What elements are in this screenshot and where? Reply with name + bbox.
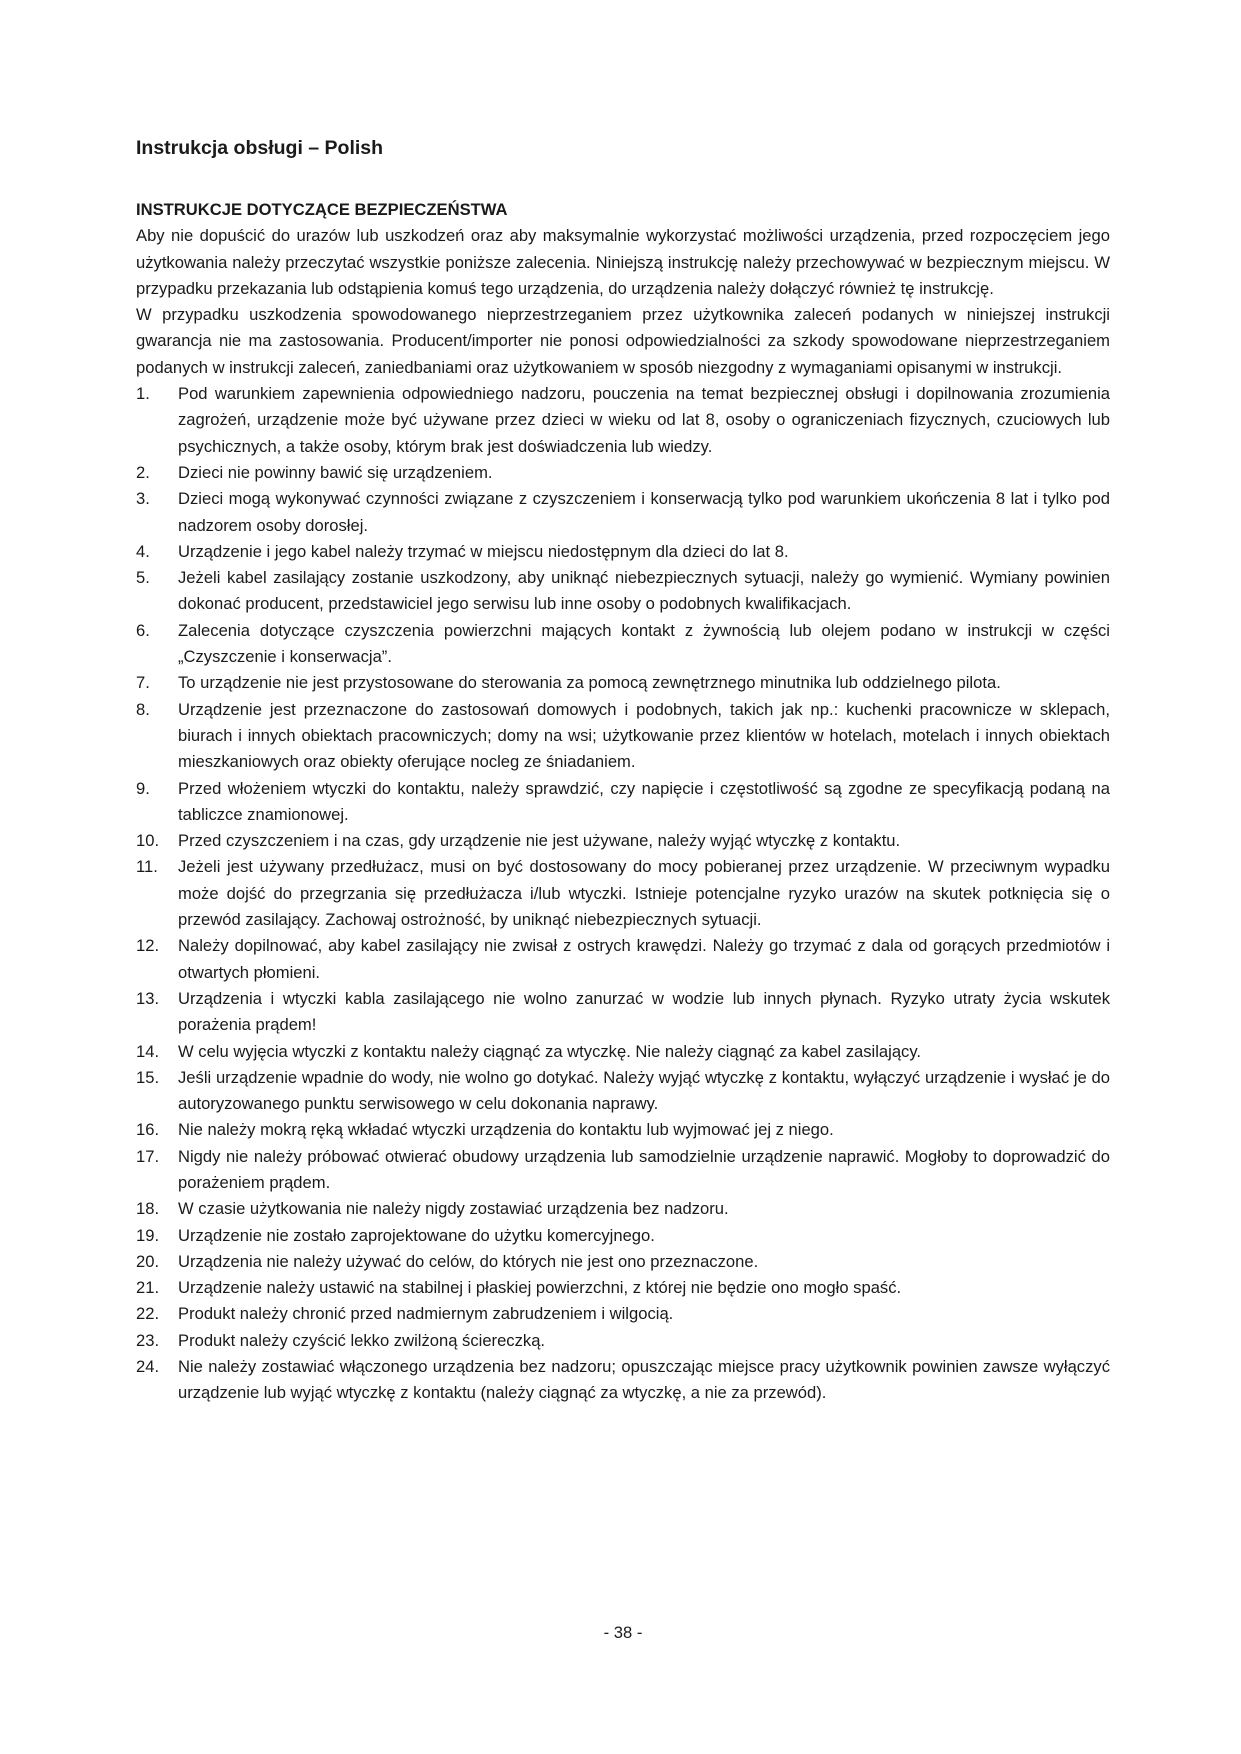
list-item: [136, 1117, 1110, 1143]
list-item-number: 16.: [136, 1120, 160, 1140]
list-item: [136, 618, 1110, 671]
document-title: Instrukcja obsługi – Polish: [136, 137, 384, 159]
list-item-text: Przed włożeniem wtyczki do kontaktu, należy sprawdzić, czy napięcie i częstotliwość są zgodne ze specyfikacją podaną na tabliczce znamionowej.: [178, 778, 1110, 824]
list-item: [136, 1065, 1110, 1118]
list-item-number: 24.: [136, 1357, 160, 1377]
list-item-text: Urządzenia nie należy używać do celów, do których nie jest ono przeznaczone.: [178, 1251, 759, 1271]
list-item-text: Jeżeli jest używany przedłużacz, musi on być dostosowany do mocy pobieranej przez urządzenie. W przeciwnym wypadku może dojść do przegrzania się przedłużacza i/lub wtyczki. Istnieje potencjalne ryzyko urazów na skutek potknięcia się o przewód zasilający. Zachowaj ostrożność, by uniknąć niebezpiecznych sytuacji.: [178, 857, 1110, 930]
list-item-text: Dzieci mogą wykonywać czynności związane z czyszczeniem i konserwacją tylko pod warunkiem ukończenia 8 lat i tylko pod nadzorem osoby dorosłej.: [178, 489, 1110, 535]
list-item-number: 15.: [136, 1067, 160, 1087]
list-item: [136, 1249, 1110, 1275]
list-item: [136, 565, 1110, 618]
list-item-number: 11.: [136, 857, 158, 877]
list-item-number: 20.: [136, 1251, 160, 1271]
list-item-number: 9.: [136, 778, 150, 798]
list-item-text: Pod warunkiem zapewnienia odpowiedniego nadzoru, pouczenia na temat bezpiecznej obsługi i dopilnowania zrozumienia zagrożeń, urządzenie może być używane przez dzieci w wieku od lat 8, osoby o ograniczeniach fizycznych, czuciowych lub psychicznych, a także osoby, którym brak jest doświadczenia lub wiedzy.: [178, 384, 1110, 456]
list-item-number: 5.: [136, 568, 150, 588]
list-item: [136, 1196, 1110, 1222]
list-item: [136, 828, 1110, 854]
list-item-text: Należy dopilnować, aby kabel zasilający nie zwisał z ostrych krawędzi. Należy go trzymać z dala od gorących przedmiotów i otwartych płomieni.: [178, 936, 1110, 982]
list-item: [136, 933, 1110, 986]
list-item-text: Produkt należy chronić przed nadmiernym zabrudzeniem i wilgocią.: [178, 1304, 674, 1324]
list-item-text: W celu wyjęcia wtyczki z kontaktu należy ciągnąć za wtyczkę. Nie należy ciągnąć za kabel zasilający.: [178, 1041, 922, 1061]
list-item-number: 21.: [136, 1278, 160, 1298]
list-item: [136, 381, 1110, 460]
document-page: [136, 0, 1110, 1754]
list-item-text: Przed czyszczeniem i na czas, gdy urządzenie nie jest używane, należy wyjąć wtyczkę z kontaktu.: [178, 831, 901, 851]
list-item-text: Produkt należy czyścić lekko zwilżoną ściereczką.: [178, 1330, 546, 1350]
list-item: [136, 1328, 1110, 1354]
list-item: [136, 854, 1110, 933]
list-item: [136, 539, 1110, 565]
page-number: - 38 -: [603, 1623, 643, 1642]
list-item-text: Nie należy mokrą ręką wkładać wtyczki urządzenia do kontaktu lub wyjmować jej z niego.: [178, 1120, 834, 1140]
intro-paragraph: Aby nie dopuścić do urazów lub uszkodzeń oraz aby maksymalnie wykorzystać możliwości urządzenia, przed rozpoczęciem jego użytkowania należy przeczytać wszystkie poniższe zalecenia. Niniejszą instrukcję należy przechowywać w bezpiecznym miejscu. W przypadku przekazania lub odstąpienia komuś tego urządzenia, do urządzenia należy dołączyć również tę instrukcję.: [136, 226, 1110, 298]
list-item-number: 17.: [136, 1146, 160, 1166]
list-item-number: 10.: [136, 831, 160, 851]
list-item: [136, 1144, 1110, 1197]
list-item-number: 4.: [136, 541, 150, 561]
list-item-text: Jeśli urządzenie wpadnie do wody, nie wolno go dotykać. Należy wyjąć wtyczkę z kontaktu, wyłączyć urządzenie i wysłać je do autoryzowanego punktu serwisowego w celu dokonania naprawy.: [178, 1067, 1110, 1114]
list-item-number: 19.: [136, 1225, 160, 1245]
list-item: [136, 697, 1110, 776]
list-item-text: Nie należy zostawiać włączonego urządzenia bez nadzoru; opuszczając miejsce pracy użytkownik powinien zawsze wyłączyć urządzenie lub wyjąć wtyczkę z kontaktu (należy ciągnąć za wtyczkę, a nie za przewód).: [178, 1357, 1110, 1403]
section-heading: INSTRUKCJE DOTYCZĄCE BEZPIECZEŃSTWA: [136, 200, 508, 219]
list-item-text: Nigdy nie należy próbować otwierać obudowy urządzenia lub samodzielnie urządzenie naprawić. Mogłoby to doprowadzić do porażeniem prądem.: [178, 1146, 1110, 1192]
list-item-number: 18.: [136, 1199, 160, 1219]
list-item: [136, 486, 1110, 539]
list-item-text: To urządzenie nie jest przystosowane do sterowania za pomocą zewnętrznego minutnika lub oddzielnego pilota.: [178, 673, 1001, 693]
list-item-text: Urządzenie i jego kabel należy trzymać w miejscu niedostępnym dla dzieci do lat 8.: [178, 541, 789, 561]
list-item-text: Urządzenie jest przeznaczone do zastosowań domowych i podobnych, takich jak np.: kuchenki pracownicze w sklepach, biurach i innych obiektach pracowniczych; domy na wsi; użytkowanie przez klientów w hotelach, motelach i innych obiektach mieszkaniowych oraz obiekty oferujące nocleg ze śniadaniem.: [178, 699, 1110, 772]
warranty-paragraph: W przypadku uszkodzenia spowodowanego nieprzestrzeganiem przez użytkownika zaleceń podanych w niniejszej instrukcji gwarancja nie ma zastosowania. Producent/importer nie ponosi odpowiedzialności za szkody spowodowane nieprzestrzeganiem podanych w instrukcji zaleceń, zaniedbaniami oraz użytkowaniem w sposób niezgodny z wymaganiami opisanymi w instrukcji.: [136, 305, 1110, 377]
list-item: [136, 986, 1110, 1039]
list-item: [136, 670, 1110, 696]
list-item-text: Urządzenia i wtyczki kabla zasilającego nie wolno zanurzać w wodzie lub innych płynach. Ryzyko utraty życia wskutek porażenia prądem!: [178, 988, 1110, 1035]
list-item-number: 7.: [136, 673, 150, 693]
list-item: [136, 1275, 1110, 1301]
list-item-text: Zalecenia dotyczące czyszczenia powierzchni mających kontakt z żywnością lub olejem podano w instrukcji w części „Czyszczenie i konserwacja”.: [178, 620, 1110, 667]
list-item-text: Jeżeli kabel zasilający zostanie uszkodzony, aby uniknąć niebezpiecznych sytuacji, należy go wymienić. Wymiany powinien dokonać producent, przedstawiciel jego serwisu lub inne osoby o podobnych kwalifikacjach.: [178, 568, 1110, 614]
list-item-number: 22.: [136, 1304, 160, 1324]
list-item-number: 6.: [136, 620, 150, 640]
list-item: [136, 1354, 1110, 1407]
list-item-number: 8.: [136, 699, 150, 719]
list-item: [136, 1223, 1110, 1249]
list-item-number: 2.: [136, 462, 150, 482]
list-item-text: Urządzenie nie zostało zaprojektowane do użytku komercyjnego.: [178, 1225, 655, 1245]
list-item: [136, 1039, 1110, 1065]
list-item-text: Dzieci nie powinny bawić się urządzeniem.: [178, 462, 493, 482]
list-item-number: 1.: [136, 384, 150, 404]
safety-rules-list: [136, 381, 1110, 1407]
list-item: [136, 460, 1110, 486]
list-item-number: 3.: [136, 489, 150, 509]
list-item: [136, 776, 1110, 829]
list-item-number: 23.: [136, 1330, 160, 1350]
list-item-text: Urządzenie należy ustawić na stabilnej i płaskiej powierzchni, z której nie będzie ono mogło spaść.: [178, 1278, 902, 1298]
list-item-number: 13.: [136, 988, 160, 1008]
list-item: [136, 1301, 1110, 1327]
list-item-number: 12.: [136, 936, 160, 956]
list-item-number: 14.: [136, 1041, 160, 1061]
document-content: [136, 197, 1110, 1407]
list-item-text: W czasie użytkowania nie należy nigdy zostawiać urządzenia bez nadzoru.: [178, 1199, 729, 1219]
